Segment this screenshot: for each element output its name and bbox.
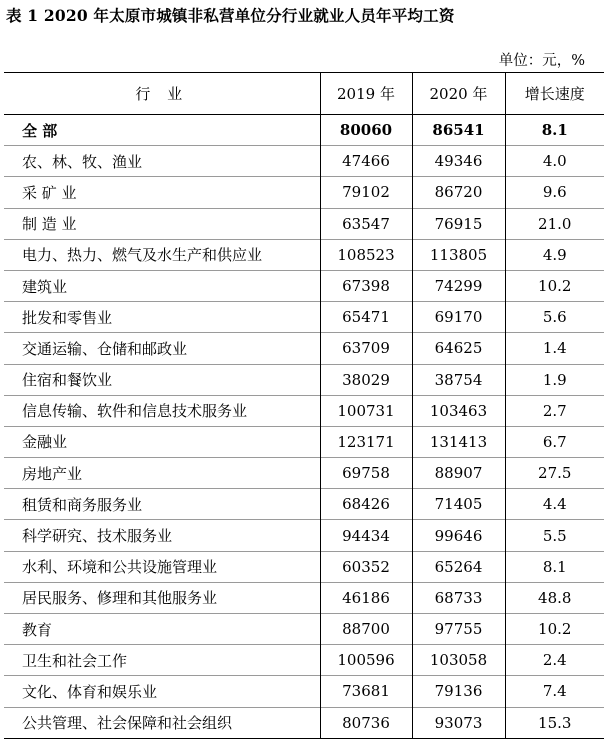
row-industry: 水利、环境和公共设施管理业	[22, 558, 218, 577]
row-2019: 123171	[320, 426, 412, 457]
header-industry: 行 业	[135, 85, 189, 103]
row-2020: 49346	[412, 146, 505, 177]
table-row	[4, 458, 604, 489]
row-2019: 47466	[320, 146, 412, 177]
table-row	[4, 395, 604, 426]
table-row	[4, 520, 604, 551]
row-industry: 金融业	[22, 433, 68, 452]
row-growth: 9.6	[505, 177, 604, 208]
table-row	[4, 115, 604, 146]
row-industry: 公共管理、社会保障和社会组织	[22, 714, 233, 733]
row-2020: 76915	[412, 208, 505, 239]
row-2019: 73681	[320, 676, 412, 707]
row-2019: 46186	[320, 582, 412, 613]
row-2019: 63547	[320, 208, 412, 239]
table-row	[4, 364, 604, 395]
row-growth: 2.7	[505, 395, 604, 426]
row-industry: 批发和零售业	[22, 308, 113, 327]
row-2019: 79102	[320, 177, 412, 208]
row-industry: 信息传输、软件和信息技术服务业	[22, 402, 248, 421]
row-industry: 建筑业	[22, 277, 68, 296]
row-growth: 2.4	[505, 645, 604, 676]
row-2020: 97755	[412, 614, 505, 645]
row-2020: 38754	[412, 364, 505, 395]
table-row	[4, 645, 604, 676]
row-growth: 8.1	[505, 551, 604, 582]
header-growth: 增长速度	[505, 73, 604, 115]
row-growth: 4.0	[505, 146, 604, 177]
row-2020: 93073	[412, 707, 505, 738]
row-2019: 68426	[320, 489, 412, 520]
table-row	[4, 551, 604, 582]
row-industry: 租赁和商务服务业	[22, 495, 143, 514]
row-2019: 80736	[320, 707, 412, 738]
row-2019: 60352	[320, 551, 412, 582]
row-2020: 69170	[412, 302, 505, 333]
table-row	[4, 146, 604, 177]
row-growth: 5.5	[505, 520, 604, 551]
row-2020: 74299	[412, 270, 505, 301]
row-industry: 文化、体育和娱乐业	[22, 682, 158, 701]
row-industry: 教育	[22, 620, 53, 639]
row-industry: 农、林、牧、渔业	[22, 152, 143, 171]
row-2020: 71405	[412, 489, 505, 520]
table-row	[4, 426, 604, 457]
row-2019: 100731	[320, 395, 412, 426]
row-growth: 4.9	[505, 239, 604, 270]
row-industry: 制 造 业	[22, 215, 77, 234]
row-2019: 88700	[320, 614, 412, 645]
row-2019: 80060	[320, 115, 412, 146]
row-industry: 交通运输、仓储和邮政业	[22, 339, 188, 358]
row-2020: 99646	[412, 520, 505, 551]
row-2019: 65471	[320, 302, 412, 333]
row-2019: 67398	[320, 270, 412, 301]
row-2019: 108523	[320, 239, 412, 270]
row-growth: 48.8	[505, 582, 604, 613]
row-industry: 居民服务、修理和其他服务业	[22, 589, 218, 608]
row-growth: 4.4	[505, 489, 604, 520]
row-2020: 103463	[412, 395, 505, 426]
header-2019: 2019 年	[320, 73, 412, 115]
table-row	[4, 239, 604, 270]
row-2020: 113805	[412, 239, 505, 270]
row-2019: 100596	[320, 645, 412, 676]
row-industry: 电力、热力、燃气及水生产和供应业	[22, 246, 263, 265]
row-industry: 住宿和餐饮业	[22, 371, 113, 390]
header-2020: 2020 年	[412, 73, 505, 115]
row-2020: 79136	[412, 676, 505, 707]
table-row	[4, 208, 604, 239]
row-growth: 5.6	[505, 302, 604, 333]
row-industry: 全 部	[22, 121, 58, 140]
row-growth: 21.0	[505, 208, 604, 239]
row-2019: 69758	[320, 458, 412, 489]
row-2019: 38029	[320, 364, 412, 395]
row-2020: 131413	[412, 426, 505, 457]
row-growth: 15.3	[505, 707, 604, 738]
row-growth: 10.2	[505, 614, 604, 645]
row-growth: 27.5	[505, 458, 604, 489]
row-industry: 房地产业	[22, 464, 83, 483]
table-row	[4, 676, 604, 707]
row-industry: 卫生和社会工作	[22, 651, 128, 670]
row-2020: 86541	[412, 115, 505, 146]
header-row	[4, 73, 604, 115]
table-row	[4, 614, 604, 645]
row-growth: 8.1	[505, 115, 604, 146]
row-2019: 94434	[320, 520, 412, 551]
row-2020: 88907	[412, 458, 505, 489]
row-growth: 6.7	[505, 426, 604, 457]
row-2020: 86720	[412, 177, 505, 208]
row-growth: 1.9	[505, 364, 604, 395]
row-industry: 科学研究、技术服务业	[22, 527, 173, 546]
unit-note: 单位：元，%	[498, 53, 585, 69]
row-growth: 1.4	[505, 333, 604, 364]
row-growth: 10.2	[505, 270, 604, 301]
table-row	[4, 333, 604, 364]
wage-table	[4, 72, 604, 739]
row-industry: 采 矿 业	[22, 183, 77, 202]
row-2020: 65264	[412, 551, 505, 582]
table-row	[4, 177, 604, 208]
row-2020: 64625	[412, 333, 505, 364]
table-title: 表 1 2020 年太原市城镇非私营单位分行业就业人员年平均工资	[6, 6, 455, 25]
table-row	[4, 582, 604, 613]
row-2020: 68733	[412, 582, 505, 613]
row-2019: 63709	[320, 333, 412, 364]
row-2020: 103058	[412, 645, 505, 676]
row-growth: 7.4	[505, 676, 604, 707]
table-row	[4, 302, 604, 333]
table-row	[4, 270, 604, 301]
table-row	[4, 707, 604, 738]
table-row	[4, 489, 604, 520]
